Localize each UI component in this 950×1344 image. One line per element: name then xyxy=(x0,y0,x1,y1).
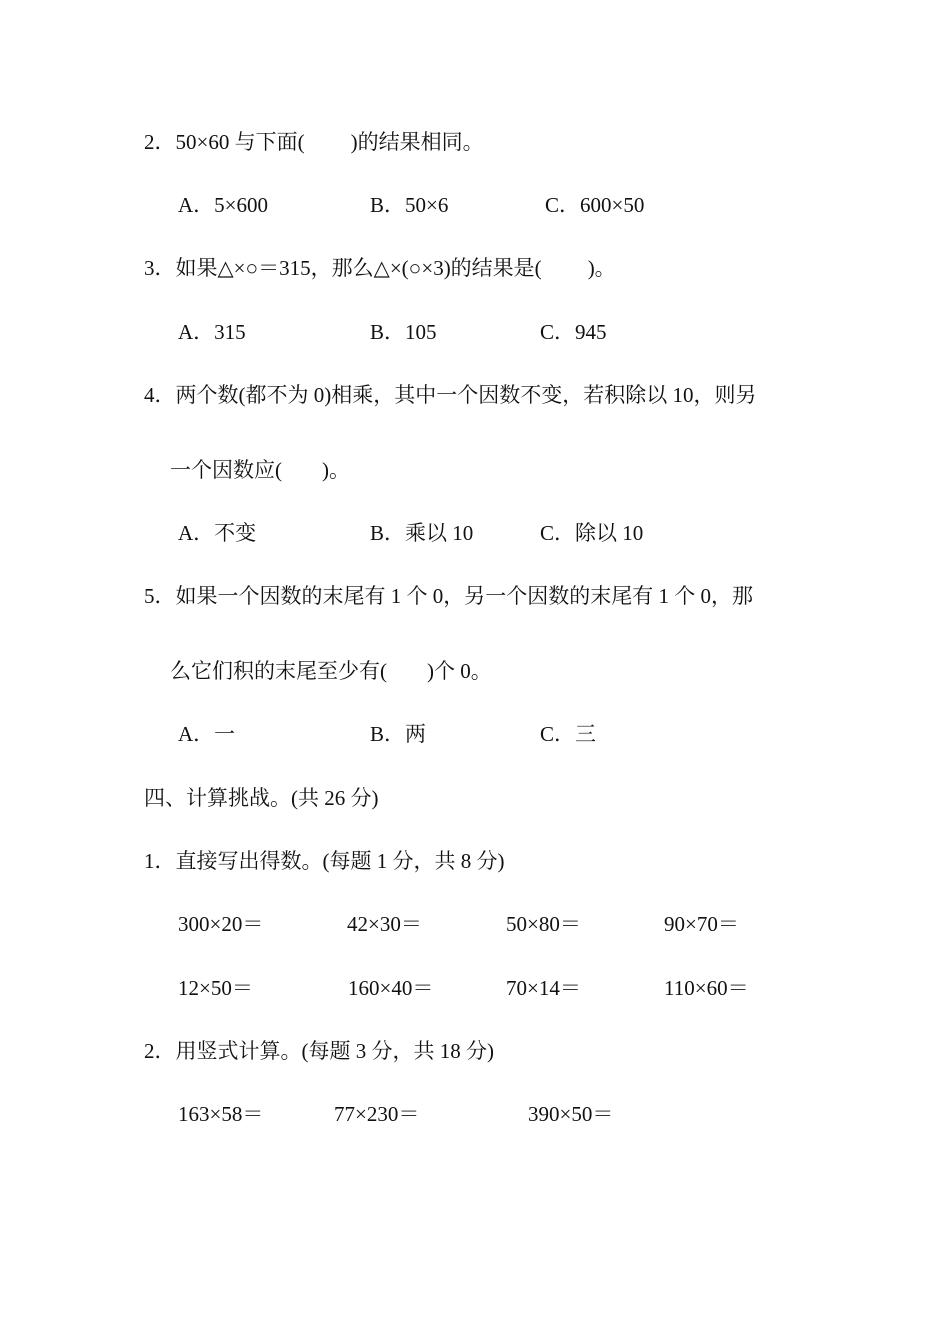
option-b[interactable] xyxy=(370,195,448,216)
option-value: 50×6 xyxy=(405,193,449,217)
calc-item: 163×58＝ xyxy=(178,1102,264,1126)
option-label: C． xyxy=(540,521,576,545)
option-c[interactable] xyxy=(540,724,596,745)
option-a[interactable] xyxy=(178,724,235,745)
calc-item: 50×80＝ xyxy=(506,912,581,936)
option-c[interactable] xyxy=(540,322,607,343)
subsection-heading-1: 1．直接写出得数。(每题 1 分，共 8 分) xyxy=(144,849,505,873)
question-5-line-2 xyxy=(170,661,492,682)
option-value: 乘以 10 xyxy=(405,521,474,545)
option-label: A． xyxy=(178,320,215,344)
option-label: C． xyxy=(545,193,581,217)
question-text: )个 0。 xyxy=(427,659,492,683)
option-label: C． xyxy=(540,722,576,746)
option-label: B． xyxy=(370,722,406,746)
option-value: 5×600 xyxy=(214,193,269,217)
option-b[interactable] xyxy=(370,322,437,343)
question-text: 如果一个因数的末尾有 1 个 0，另一个因数的末尾有 1 个 0，那 xyxy=(175,584,753,608)
option-value: 945 xyxy=(575,320,607,344)
option-label: B． xyxy=(370,320,406,344)
option-value: 两 xyxy=(405,722,427,746)
calc-item: 90×70＝ xyxy=(664,912,739,936)
option-a[interactable] xyxy=(178,322,246,343)
question-text: 50×60 与下面( xyxy=(175,130,305,154)
calc-item: 12×50＝ xyxy=(178,976,253,1000)
option-label: C． xyxy=(540,320,576,344)
calc-item: 390×50＝ xyxy=(528,1102,614,1126)
question-number: 4． xyxy=(144,383,176,407)
option-value: 不变 xyxy=(214,521,257,545)
question-text: 一个因数应( xyxy=(170,458,282,482)
option-a[interactable] xyxy=(178,523,256,544)
section-heading: 四、计算挑战。(共 26 分) xyxy=(144,786,379,810)
calc-item: 70×14＝ xyxy=(506,976,581,1000)
question-4-line-1 xyxy=(144,385,756,406)
option-label: B． xyxy=(370,521,406,545)
question-5-line-1 xyxy=(144,586,753,607)
question-number: 3． xyxy=(144,256,176,280)
option-label: A． xyxy=(178,521,215,545)
option-a[interactable] xyxy=(178,195,268,216)
question-text: 两个数(都不为 0)相乘，其中一个因数不变，若积除以 10，则另 xyxy=(175,383,757,407)
option-label: B． xyxy=(370,193,406,217)
option-value: 三 xyxy=(575,722,597,746)
option-label: A． xyxy=(178,722,215,746)
calc-item: 77×230＝ xyxy=(334,1102,420,1126)
question-2 xyxy=(144,132,484,153)
option-c[interactable] xyxy=(545,195,644,216)
calc-item: 300×20＝ xyxy=(178,912,264,936)
question-number: 2． xyxy=(144,130,176,154)
calc-item: 110×60＝ xyxy=(664,976,749,1000)
calc-item: 42×30＝ xyxy=(347,912,422,936)
question-4-line-2 xyxy=(170,460,350,481)
question-text: )的结果相同。 xyxy=(350,130,484,154)
question-text: 么它们积的末尾至少有( xyxy=(170,659,387,683)
option-value: 一 xyxy=(214,722,236,746)
subsection-heading-2: 2．用竖式计算。(每题 3 分，共 18 分) xyxy=(144,1039,494,1063)
question-3 xyxy=(144,258,616,279)
option-value: 315 xyxy=(214,320,246,344)
option-b[interactable] xyxy=(370,523,473,544)
option-b[interactable] xyxy=(370,724,426,745)
option-label: A． xyxy=(178,193,215,217)
option-value: 除以 10 xyxy=(575,521,644,545)
question-text: 如果△×○＝315，那么△×(○×3)的结果是( xyxy=(175,256,542,280)
question-text: )。 xyxy=(322,458,350,482)
option-value: 105 xyxy=(405,320,437,344)
question-number: 5． xyxy=(144,584,176,608)
calc-item: 160×40＝ xyxy=(348,976,434,1000)
option-c[interactable] xyxy=(540,523,643,544)
option-value: 600×50 xyxy=(580,193,645,217)
question-text: )。 xyxy=(587,256,616,280)
